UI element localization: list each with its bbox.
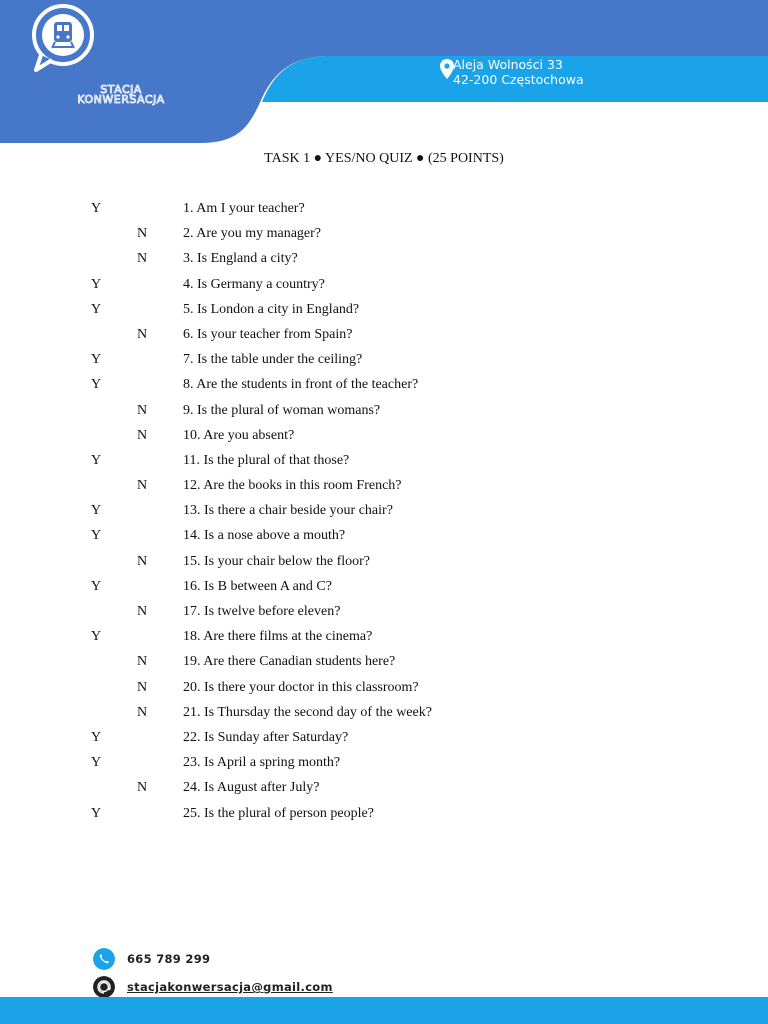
answer-no: N [137,553,148,569]
question-row [0,806,768,831]
question-row [0,377,768,402]
question-text: 12. Are the books in this room French? [183,478,402,494]
answer-no: N [137,478,148,494]
question-text: 11. Is the plural of that those? [183,452,350,468]
phone-icon [93,948,115,970]
question-row [0,780,768,805]
question-row [0,730,768,755]
question-text: 7. Is the table under the ceiling? [183,352,363,368]
question-list [0,201,768,831]
question-text: 2. Are you my manager? [183,226,322,242]
question-row [0,654,768,679]
answer-no: N [137,226,148,242]
question-text: 24. Is August after July? [183,780,320,796]
question-row [0,478,768,503]
question-row [0,302,768,327]
answer-no: N [137,704,148,720]
question-row [0,251,768,276]
question-text: 20. Is there your doctor in this classroom? [183,679,419,695]
answer-no: N [137,780,148,796]
answer-yes: Y [91,377,102,393]
answer-yes: Y [91,452,102,468]
question-row [0,755,768,780]
answer-no: N [137,251,148,267]
question-row [0,579,768,604]
question-row [0,503,768,528]
answer-no: N [137,604,148,619]
question-row [0,352,768,377]
task-title: TASK 1 ● YES/NO QUIZ ● (25 POINTS) [264,151,504,166]
answer-no: N [137,402,148,418]
question-text: 1. Am I your teacher? [183,201,305,216]
answer-yes: Y [91,578,102,594]
question-row [0,705,768,730]
question-row [0,680,768,705]
answer-yes: Y [91,629,102,645]
email-link[interactable]: stacjakonwersacja@gmail.com [127,980,333,994]
question-text: 6. Is your teacher from Spain? [183,326,353,342]
question-row [0,554,768,579]
question-text: 18. Are there films at the cinema? [183,629,373,645]
answer-yes: Y [91,276,102,292]
email-icon [93,976,115,998]
question-row [0,528,768,553]
question-row [0,226,768,251]
address-line-2: 42-200 Częstochowa [453,72,584,87]
question-text: 21. Is Thursday the second day of the week? [183,704,432,720]
answer-yes: Y [91,755,102,771]
answer-yes: Y [91,352,102,368]
question-row [0,428,768,453]
logo-text: STACJA KONWERSACJA [77,83,165,106]
question-text: 17. Is twelve before eleven? [183,604,341,619]
question-text: 25. Is the plural of person people? [183,805,374,821]
question-row [0,403,768,428]
question-text: 22. Is Sunday after Saturday? [183,729,349,745]
answer-yes: Y [91,503,102,519]
question-row [0,629,768,654]
question-text: 13. Is there a chair beside your chair? [183,503,393,519]
question-text: 15. Is your chair below the floor? [183,553,370,569]
answer-yes: Y [91,528,102,544]
answer-no: N [137,326,148,342]
question-text: 4. Is Germany a country? [183,276,325,292]
answer-yes: Y [91,201,102,216]
location-pin-icon [440,59,454,79]
question-text: 23. Is April a spring month? [183,755,341,771]
footer-bar [0,997,768,1024]
answer-no: N [137,654,148,670]
question-text: 16. Is B between A and C? [183,578,332,594]
question-text: 9. Is the plural of woman womans? [183,402,381,418]
question-row [0,453,768,478]
question-text: 19. Are there Canadian students here? [183,654,396,670]
question-text: 3. Is England a city? [183,251,298,267]
question-row [0,277,768,302]
question-text: 10. Are you absent? [183,427,295,443]
answer-yes: Y [91,729,102,745]
question-row [0,201,768,226]
question-row [0,604,768,629]
address-line-1: Aleja Wolności 33 [453,57,563,72]
question-text: 5. Is London a city in England? [183,301,360,317]
phone-number[interactable]: 665 789 299 [127,952,211,966]
answer-no: N [137,427,148,443]
question-text: 14. Is a nose above a mouth? [183,528,346,544]
question-row [0,327,768,352]
question-text: 8. Are the students in front of the teacher? [183,377,419,393]
header-banner [0,0,768,145]
answer-yes: Y [91,301,102,317]
answer-no: N [137,679,148,695]
answer-yes: Y [91,805,102,821]
